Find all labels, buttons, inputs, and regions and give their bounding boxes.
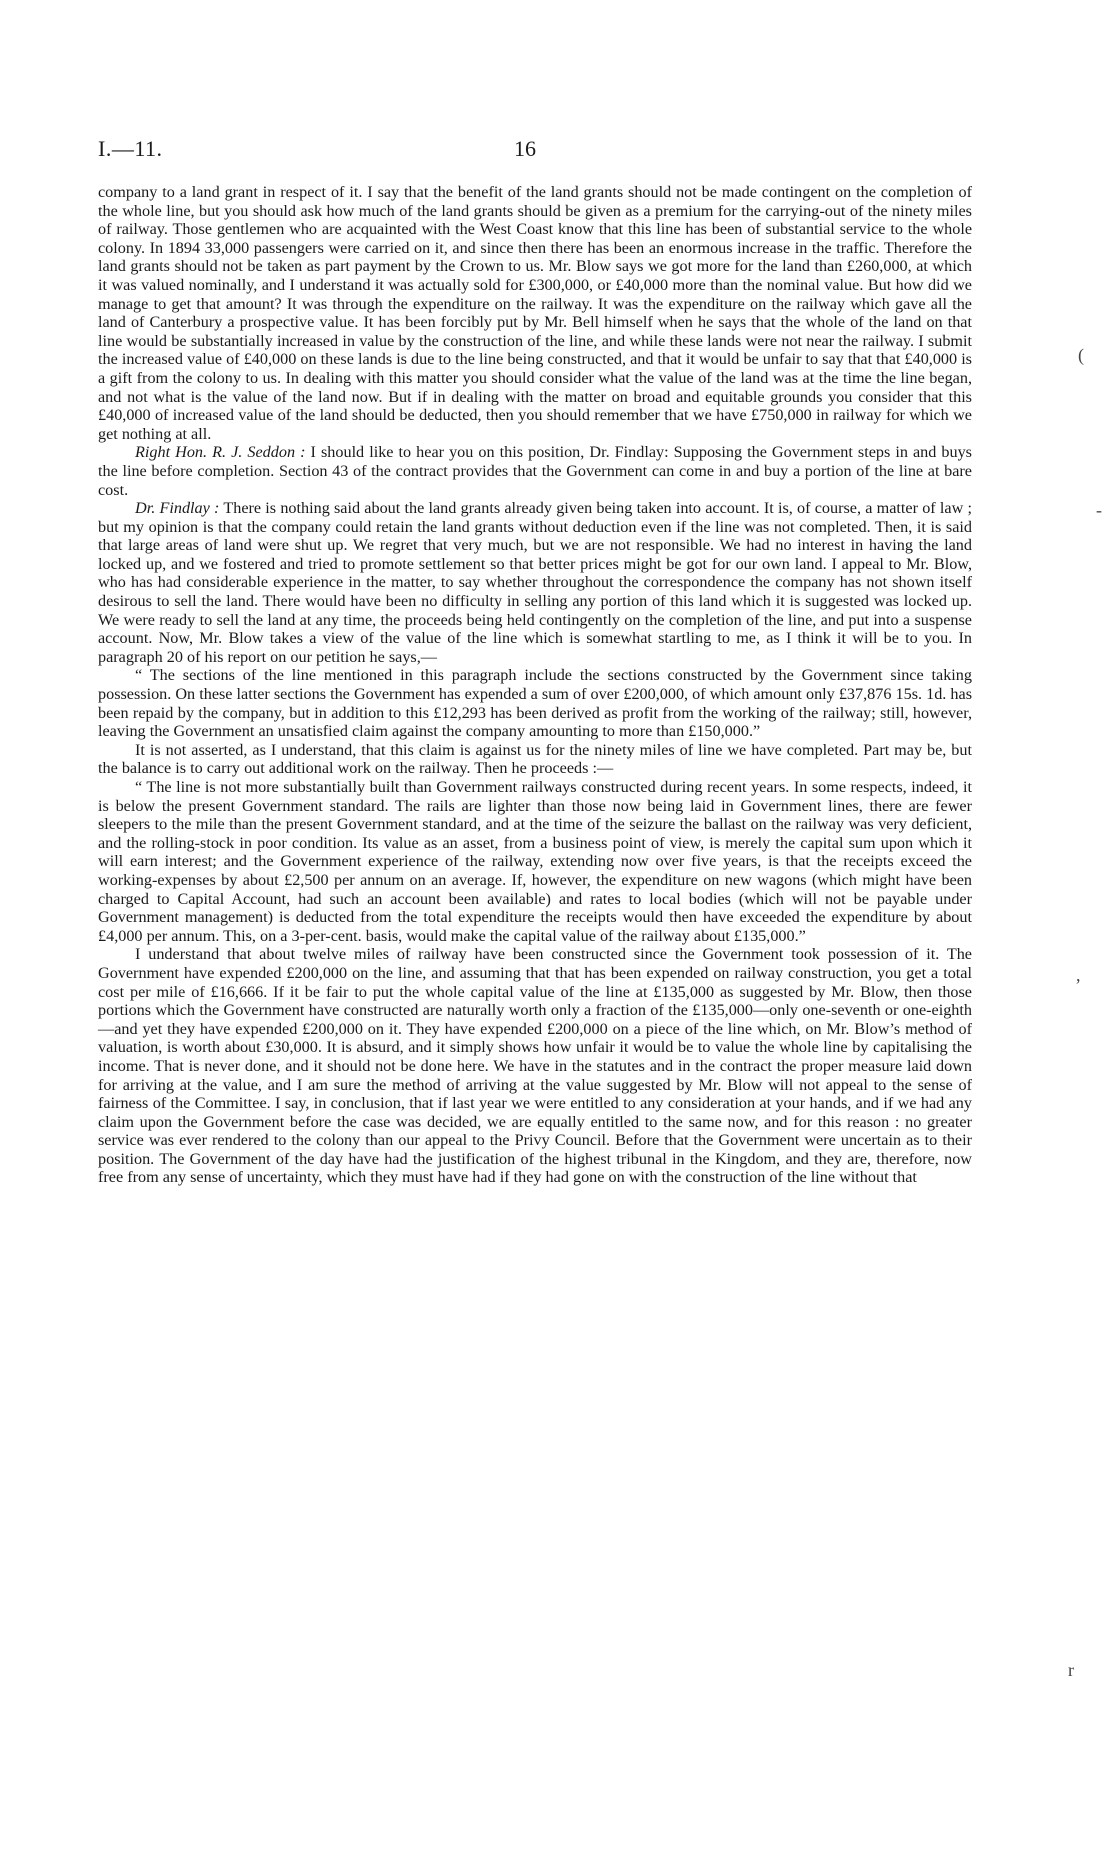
paragraph-text: There is nothing said about the land grants already given being taken into account. It is, of course, a matter of law ; but my opinion is that the company could retain the land grants without deduction even if the line was not completed. Then, it is said that large areas of land were shut up. We regret that very much, but we are not responsible. We had no interest in having the land locked up, and we fostered and tried to promote settlement so that better prices might be got for our own land. I appeal to Mr. Blow, who has had considerable experience in the matter, to say whether throughout the correspondence the company has not shown itself desirous to sell the land. There would have been no difficulty in selling any portion of this land which it is suggested was locked up. We were ready to sell the land at any time, the proceeds being held contingently on the completion of the line, and put into a suspense account. Now, Mr. Blow takes a view of the value of the line which is somewhat startling to me, as I think it will be to you. In paragraph 20 of his report on our petition he says,— [98,499,972,666]
quote-text: “ The line is not more substantially built than Government railways constructed during recent years. In some respects, indeed, it is below the present Government standard. The rails are lighter than those now being laid in Government lines, there are fewer sleepers to the mile than the present Government standard, and at the time of the seizure the ballast on the railway was very deficient, and the rolling-stock in poor condition. Its value as an asset, from a business point of view, is merely the capital sum upon which it will earn interest; and the Government experience of the railway, extending now over five years, is that the receipts exceed the working-expenses by about £2,500 per annum on an average. If, however, the expenditure on new wagons (which might have been charged to Capital Account, had such an account been available) and rates to local bodies (which will not be payable under Government management) is deducted from the total expenditure the receipts would then have exceeded the expenditure by about £4,000 per annum. This, on a 3-per-cent. basis, would make the capital value of the railway about £135,000.” [98,778,972,945]
paragraph-3 [98,499,972,666]
paragraph-text: I understand that about twelve miles of railway have been constructed since the Government took possession of it. The Government have expended £200,000 on the line, and assuming that that has been expended on railway construction, you get a total cost per mile of £16,666. If it be fair to put the whole capital value of the line at £135,000 as suggested by Mr. Blow, then those portions which the Government have constructed are naturally worth only a fraction of the £135,000—only one-seventh or one-eighth—and yet they have expended £200,000 on it. They have expended £200,000 on a piece of the line which, on Mr. Blow’s method of valuation, is worth about £30,000. It is absurd, and it simply shows how unfair it would be to value the whole line by capitalising the income. That is never done, and it should not be done here. We have in the statutes and in the contract the proper measure laid down for arriving at the value, and I am sure the method of arriving at the value suggested by Mr. Blow will not appeal to the sense of fairness of the Committee. I say, in conclusion, that if last year we were entitled to any consideration at your hands, and if we had any claim upon the Government before the case was decided, we are equally entitled to the same now, and for this reason : no greater service was ever rendered to the colony than our appeal to the Privy Council. Before that the Government were uncertain as to their position. The Government of the day have had the justification of the highest tribunal in the Kingdom, and they are, therefore, now free from any sense of uncertainty, which they must have had if they had gone on with the construction of the line without that [98,945,972,1187]
paragraph-1 [98,183,972,443]
document-reference: I.—11. [98,136,163,161]
paragraph-2 [98,443,972,499]
speaker-name: Right Hon. R. J. Seddon : [135,443,306,462]
body-text [98,183,972,1187]
margin-mark: , [1076,965,1081,985]
quote-text: “ The sections of the line mentioned in this paragraph include the sections constructed by the Government since taking possession. On these latter sections the Government has expended a sum of over £200,000, of which amount only £37,876 15s. 1d. has been repaid by the company, but in addition to this £12,293 has been derived as profit from the working of the railway; still, however, leaving the Government an unsatisfied claim against the company amounting to more than £150,000.” [98,666,972,741]
page-number: 16 [514,136,536,161]
margin-mark: ( [1078,345,1084,365]
paragraph-text: I should like to hear you on this position, Dr. Findlay: Supposing the Government steps in and buys the line before completion. Section 43 of the contract provides that the Government can come in and buy a portion of the line at bare cost. [98,443,972,499]
speaker-name: Dr. Findlay : [135,499,220,518]
margin-mark: r [1068,1660,1074,1680]
quoted-passage-1 [98,666,972,740]
paragraph-7 [98,945,972,1187]
quoted-passage-2 [98,778,972,945]
paragraph-text: company to a land grant in respect of it. I say that the benefit of the land grants should not be made contingent on the completion of the whole line, but you should ask how much of the land grants should be given as a premium for the carrying-out of the ninety miles of railway. Those gentlemen who are acquainted with the West Coast know that this line has been of substantial service to the whole colony. In 1894 33,000 passengers were carried on it, and since then there has been an enormous increase in the traffic. Therefore the land grants should not be taken as part payment by the Crown to us. Mr. Blow says we got more for the land than £260,000, at which it was valued nominally, and I understand it was actually sold for £300,000, or £40,000 more than the nominal value. But how did we manage to get that amount? It was through the expenditure on the railway. It was the expenditure on the railway which gave all the land of Canterbury a prospective value. It has been forcibly put by Mr. Bell himself when he says that the whole of the land on that line would be substantially increased in value by the construction of the line, and while these lands were not near the railway. I submit the increased value of £40,000 on these lands is due to the line being constructed, and that it would be unfair to say that that £40,000 is a gift from the colony to us. In dealing with this matter you should consider what the value of the land was at the time the line began, and not what is the value of the land now. But if in dealing with the matter on broad and equitable grounds you consider that this £40,000 of increased value of the land should be deducted, then you should remember that we have £750,000 in railway for which we get nothing at all. [98,183,972,443]
paragraph-text: It is not asserted, as I understand, that this claim is against us for the ninety miles of line we have completed. Part may be, but the balance is to carry out additional work on the railway. Then he proceeds :— [98,740,972,778]
margin-mark: - [1096,500,1102,520]
paragraph-5 [98,741,972,778]
page-header [98,136,1036,166]
